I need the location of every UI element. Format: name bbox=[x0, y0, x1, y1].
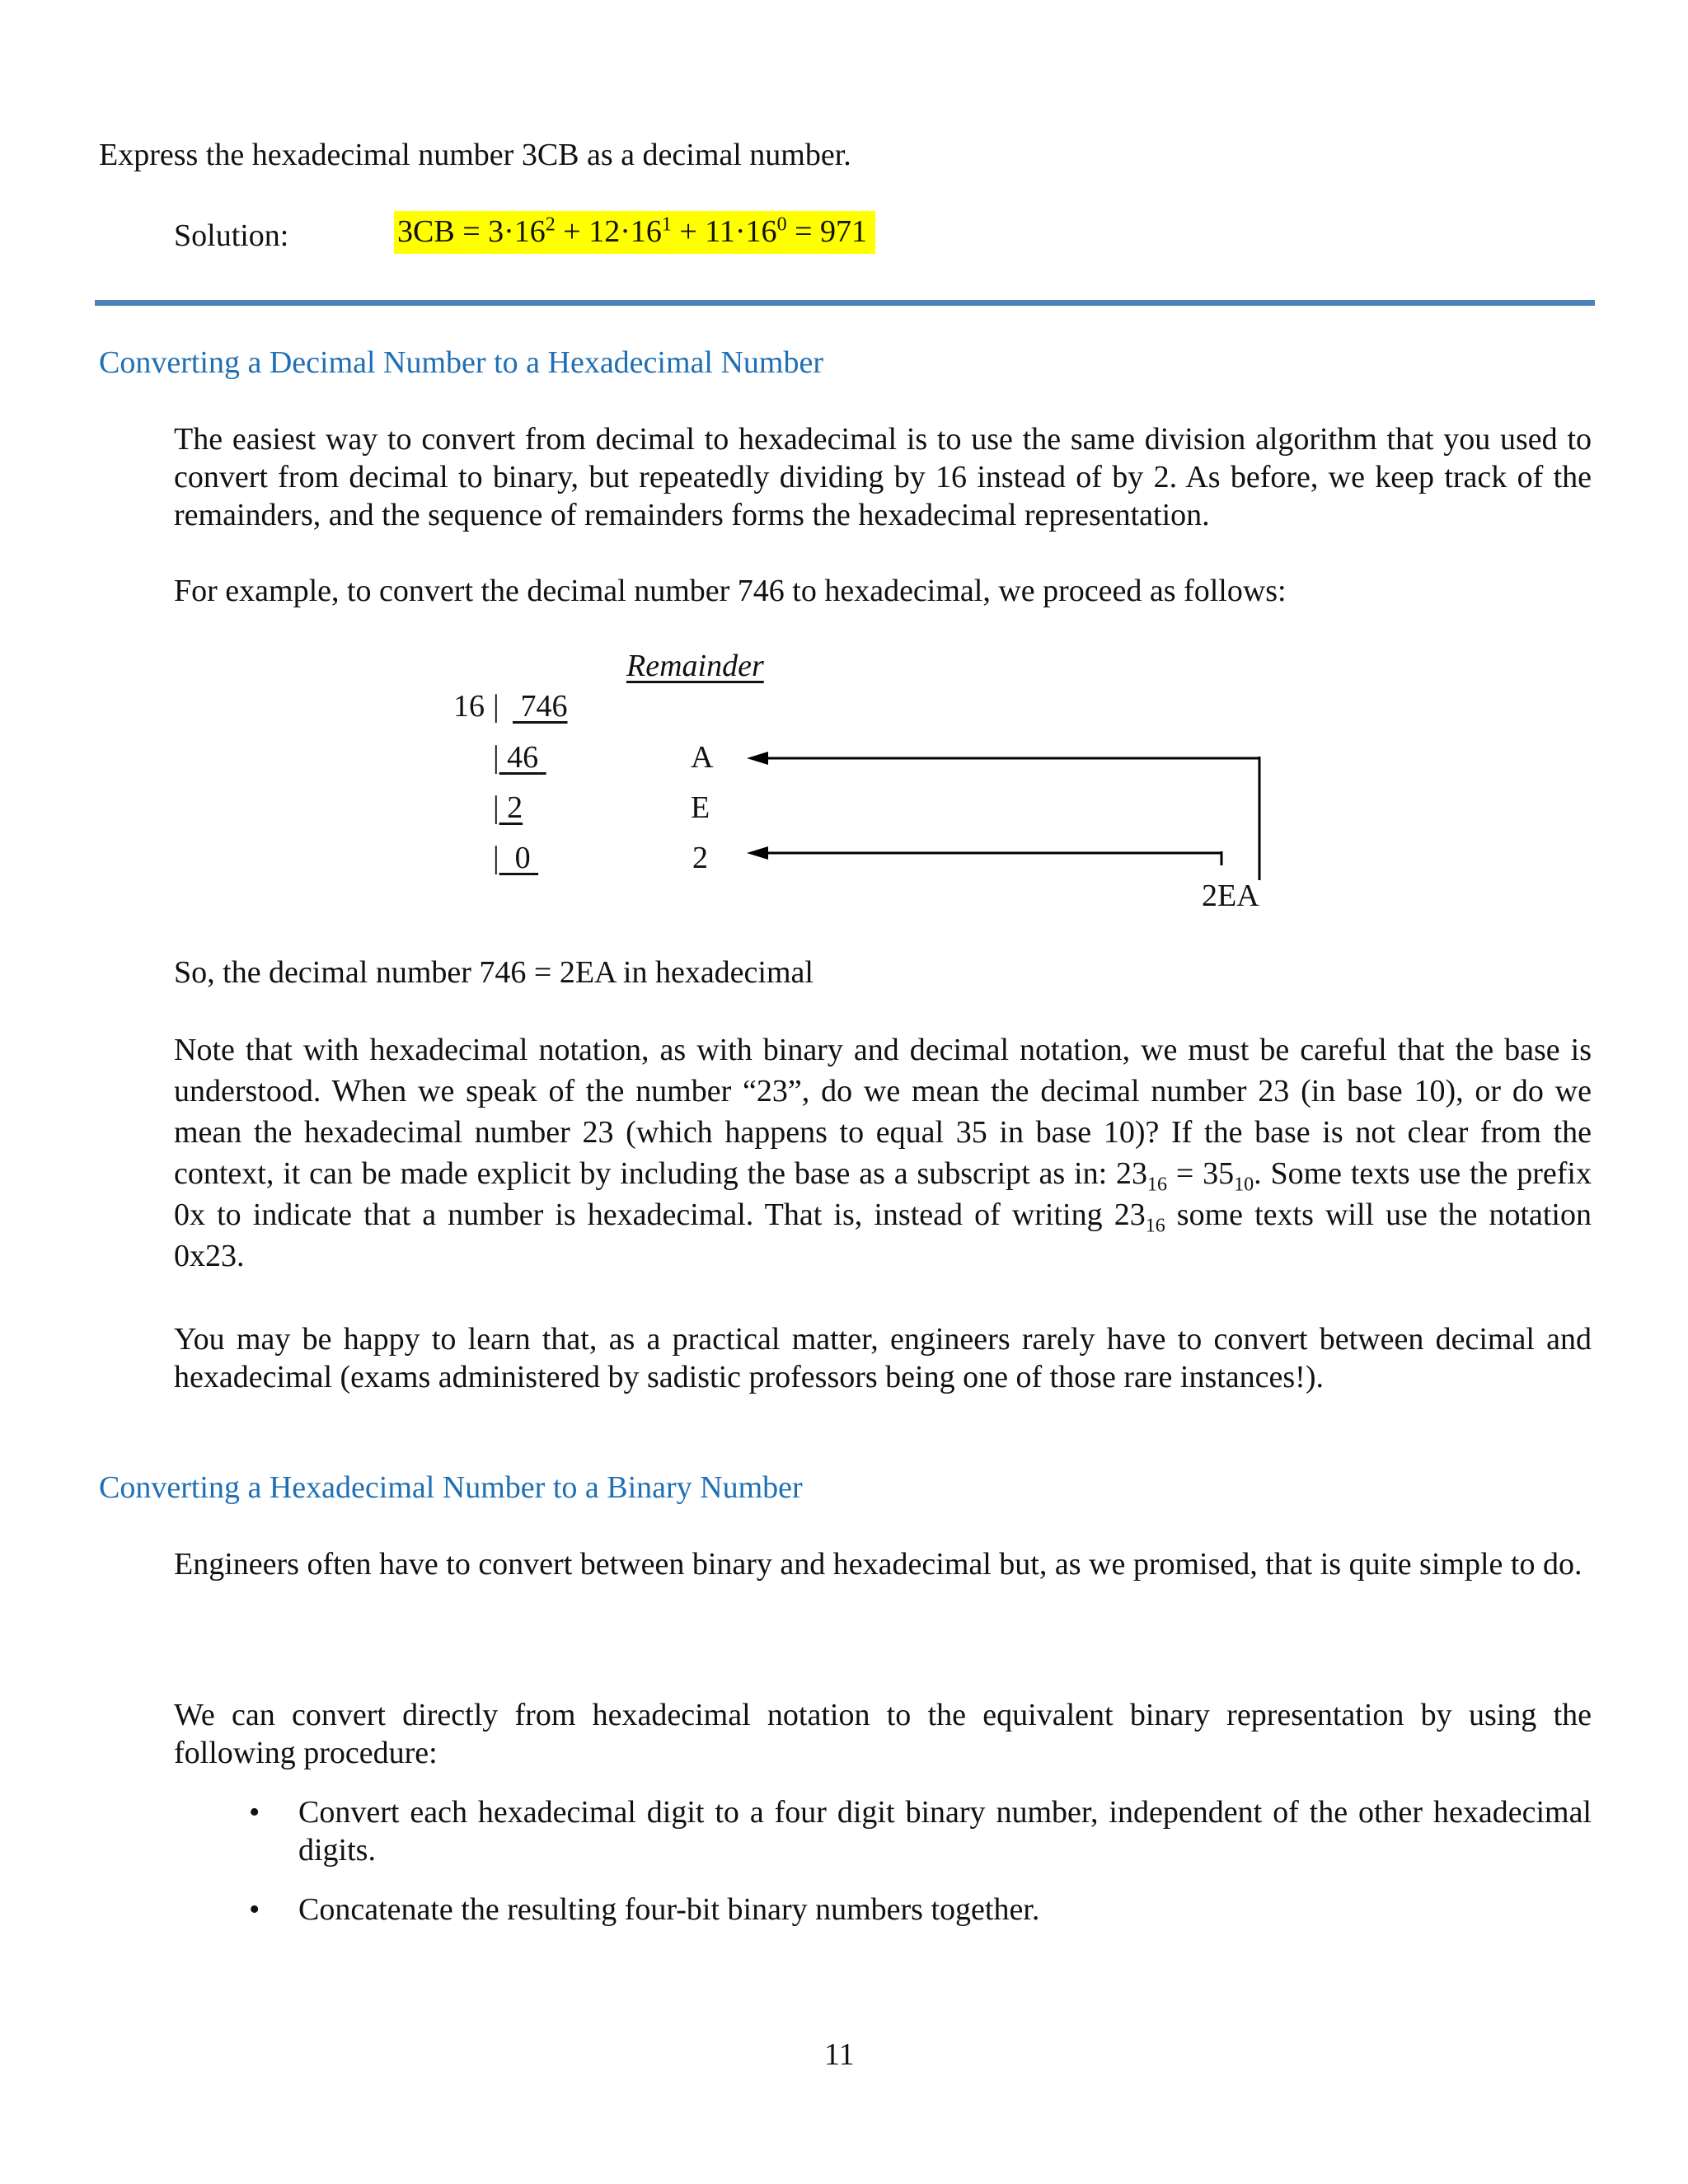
eq-exp2: 1 bbox=[661, 213, 672, 236]
highlighted-equation bbox=[394, 211, 875, 254]
solution-label: Solution: bbox=[174, 218, 289, 253]
division-result: 2EA bbox=[1202, 879, 1259, 913]
quotient-row: | 46 bbox=[493, 740, 539, 775]
hex-prefix: 0x bbox=[174, 1197, 205, 1232]
section1-para3: So, the decimal number 746 = 2EA in hexadecimal bbox=[174, 955, 814, 990]
eq-term1: 3·16 bbox=[488, 214, 546, 249]
section1-para1: The easiest way to convert from decimal to hexadecimal is to use the same division algorithm that you used to convert from decimal to binary, but repeatedly dividing by 16 instead of by 2. As before, we keep track of the remainders, and the sequence of remainders forms the hexadecimal representation. bbox=[174, 422, 1592, 532]
solution-equation bbox=[394, 213, 875, 251]
eq-lhs: 3CB = bbox=[397, 214, 489, 249]
remainder-arrows bbox=[742, 733, 1286, 898]
eq-23-16: $23_{16} = 35_{10}$ bbox=[1116, 1156, 1254, 1196]
section2-para2: We can convert directly from hexadecimal notation to the equivalent binary representation by using the following procedure: bbox=[174, 1698, 1592, 1770]
bullet-dot: • bbox=[249, 1795, 260, 1830]
remainder-item: 2 bbox=[692, 841, 708, 875]
section-divider bbox=[95, 300, 1595, 306]
section2-heading: Converting a Hexadecimal Number to a Binary Number bbox=[99, 1470, 803, 1505]
eq-result: = 971 bbox=[786, 214, 867, 249]
dividend: 746 bbox=[520, 689, 568, 724]
page-number: 11 bbox=[824, 2037, 855, 2072]
divisor: 16 bbox=[453, 689, 485, 724]
section1-para2: For example, to convert the decimal number 746 to hexadecimal, we proceed as follows: bbox=[174, 574, 1287, 608]
arrow-head-top bbox=[747, 752, 768, 765]
list-item: Concatenate the resulting four-bit binary numbers together. bbox=[298, 1892, 1040, 1927]
eq-exp1: 2 bbox=[545, 213, 556, 236]
quotient-row: | 0 bbox=[493, 841, 531, 875]
section1-para4: Note that with hexadecimal notation, as with binary and decimal notation, we must be careful that the base is understood. When we speak of the number “23”, do we mean the decimal number 23 (in base 10), or do we mean the hexadecimal number 23 (which happens to equal 35 in base 10)? If the base is not clear from the context, it can be made explicit by including the base as a subscript as in: $23_{16} = 35_{10}$. Some texts use the prefix 0x to indicate that a number is hexadecimal. That is, instead of writing $23_{16}$ some texts will use the notation 0x23. bbox=[174, 1033, 1592, 1273]
divider-bar: | bbox=[493, 689, 499, 724]
section1-heading: Converting a Decimal Number to a Hexadecimal Number bbox=[99, 345, 823, 380]
remainder-header: Remainder bbox=[626, 649, 764, 683]
eq-term2: + 12·16 bbox=[555, 214, 662, 249]
eq-term3: + 11·16 bbox=[671, 214, 777, 249]
eq-exp3: 0 bbox=[776, 213, 787, 236]
section1-para5: You may be happy to learn that, as a practical matter, engineers rarely have to convert between decimal and hexadecimal (exams administered by sadistic professors being one of those rare instances!). bbox=[174, 1322, 1592, 1394]
hex-notation: 0x23 bbox=[174, 1239, 237, 1273]
remainder-item: A bbox=[691, 740, 714, 775]
remainder-item: E bbox=[691, 790, 710, 825]
list-item: Convert each hexadecimal digit to a four digit binary number, independent of the other hexadecimal digits. bbox=[298, 1795, 1592, 1868]
quotient-row: | 2 bbox=[493, 790, 523, 825]
section2-para1: Engineers often have to convert between binary and hexadecimal but, as we promised, that is quite simple to do. bbox=[174, 1547, 1582, 1582]
bullet-dot: • bbox=[249, 1892, 260, 1927]
problem-prompt: Express the hexadecimal number 3CB as a decimal number. bbox=[99, 138, 851, 172]
arrow-head-bottom bbox=[747, 846, 768, 860]
eq-23-16-inline: $23_{16}$ bbox=[1114, 1197, 1165, 1237]
